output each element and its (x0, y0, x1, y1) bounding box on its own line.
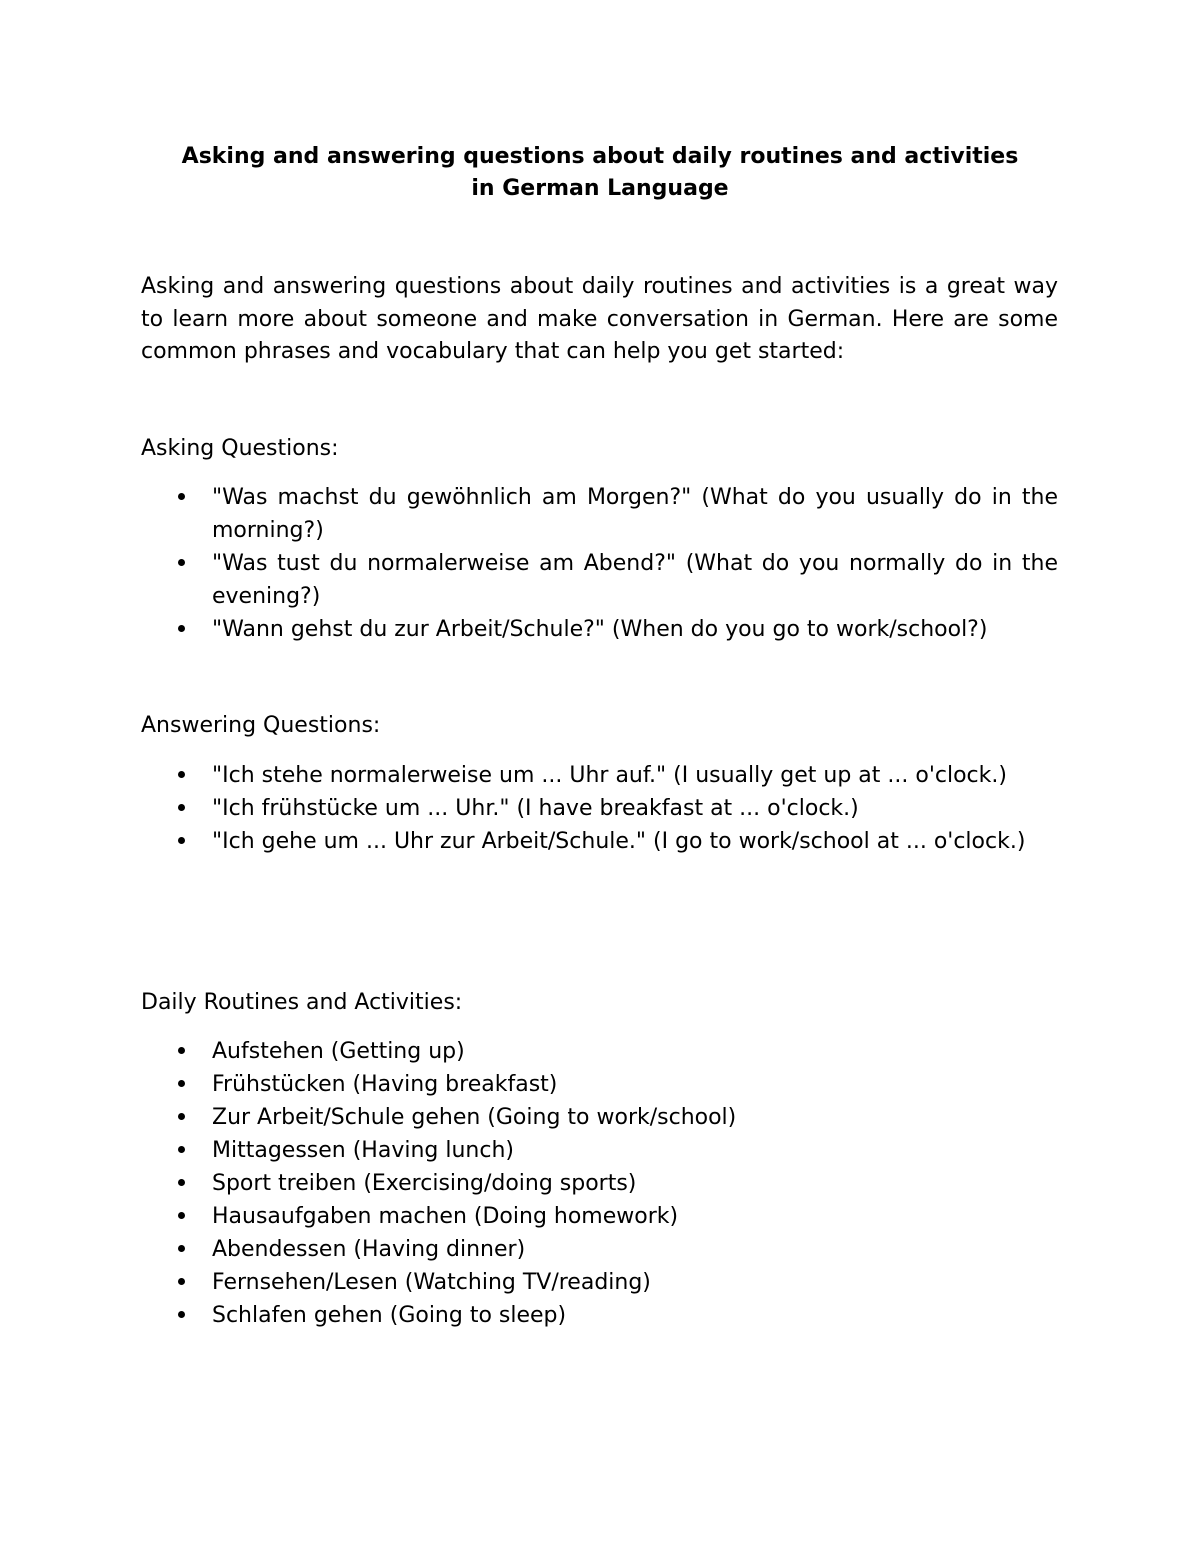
bullet-icon (174, 1200, 188, 1233)
document-title (140, 141, 1060, 205)
list-item (141, 759, 1058, 792)
list-item (141, 1233, 1058, 1266)
intro-paragraph: Asking and answering questions about daily routines and activities is a great way to learn more about someone and make conversation in German. Here are some common phrases and vocabulary that can help you get started: (141, 274, 1058, 364)
list-item (141, 1266, 1058, 1299)
bullet-icon (174, 547, 188, 580)
bullet-icon (174, 1266, 188, 1299)
list-item (141, 792, 1058, 825)
title-line-2: in German Language (471, 176, 729, 201)
bullet-icon (174, 613, 188, 646)
list-item-text: Schlafen gehen (Going to sleep) (212, 1303, 567, 1328)
list-item (141, 1200, 1058, 1233)
title-line-1: Asking and answering questions about daily routines and activities (181, 144, 1019, 169)
list-item-text: Abendessen (Having dinner) (212, 1237, 526, 1262)
list-item-text: Zur Arbeit/Schule gehen (Going to work/school) (212, 1105, 737, 1130)
list-item-text: "Ich gehe um ... Uhr zur Arbeit/Schule." (I go to work/school at ... o'clock.) (212, 829, 1026, 854)
list-item-text: Aufstehen (Getting up) (212, 1039, 465, 1064)
bullet-icon (174, 1035, 188, 1068)
list-item-text: Sport treiben (Exercising/doing sports) (212, 1171, 637, 1196)
bullet-icon (174, 481, 188, 514)
bullet-icon (174, 759, 188, 792)
bullet-icon (174, 792, 188, 825)
daily-routines-list (141, 1035, 1058, 1332)
list-item-text: Mittagessen (Having lunch) (212, 1138, 514, 1163)
list-item-text: "Ich frühstücke um ... Uhr." (I have breakfast at ... o'clock.) (212, 796, 859, 821)
answering-questions-list (141, 759, 1058, 858)
section-heading-answering: Answering Questions: (141, 713, 381, 738)
list-item-text: Fernsehen/Lesen (Watching TV/reading) (212, 1270, 651, 1295)
asking-questions-list (141, 481, 1058, 646)
list-item-text: Frühstücken (Having breakfast) (212, 1072, 558, 1097)
list-item (141, 1068, 1058, 1101)
list-item (141, 481, 1058, 547)
bullet-icon (174, 1068, 188, 1101)
list-item (141, 1299, 1058, 1332)
bullet-icon (174, 1167, 188, 1200)
bullet-icon (174, 1134, 188, 1167)
list-item (141, 613, 1058, 646)
section-heading-asking: Asking Questions: (141, 436, 339, 461)
list-item (141, 1167, 1058, 1200)
section-heading-daily-routines: Daily Routines and Activities: (141, 990, 463, 1015)
list-item (141, 1035, 1058, 1068)
list-item (141, 1134, 1058, 1167)
list-item-text: "Ich stehe normalerweise um ... Uhr auf." (I usually get up at ... o'clock.) (212, 763, 1007, 788)
list-item (141, 1101, 1058, 1134)
bullet-icon (174, 825, 188, 858)
bullet-icon (174, 1101, 188, 1134)
list-item-text: "Wann gehst du zur Arbeit/Schule?" (When do you go to work/school?) (212, 617, 988, 642)
list-item (141, 825, 1058, 858)
list-item-text: "Was tust du normalerweise am Abend?" (What do you normally do in the evening?) (212, 551, 1058, 609)
bullet-icon (174, 1233, 188, 1266)
list-item-text: Hausaufgaben machen (Doing homework) (212, 1204, 679, 1229)
bullet-icon (174, 1299, 188, 1332)
list-item (141, 547, 1058, 613)
list-item-text: "Was machst du gewöhnlich am Morgen?" (What do you usually do in the morning?) (212, 485, 1058, 543)
